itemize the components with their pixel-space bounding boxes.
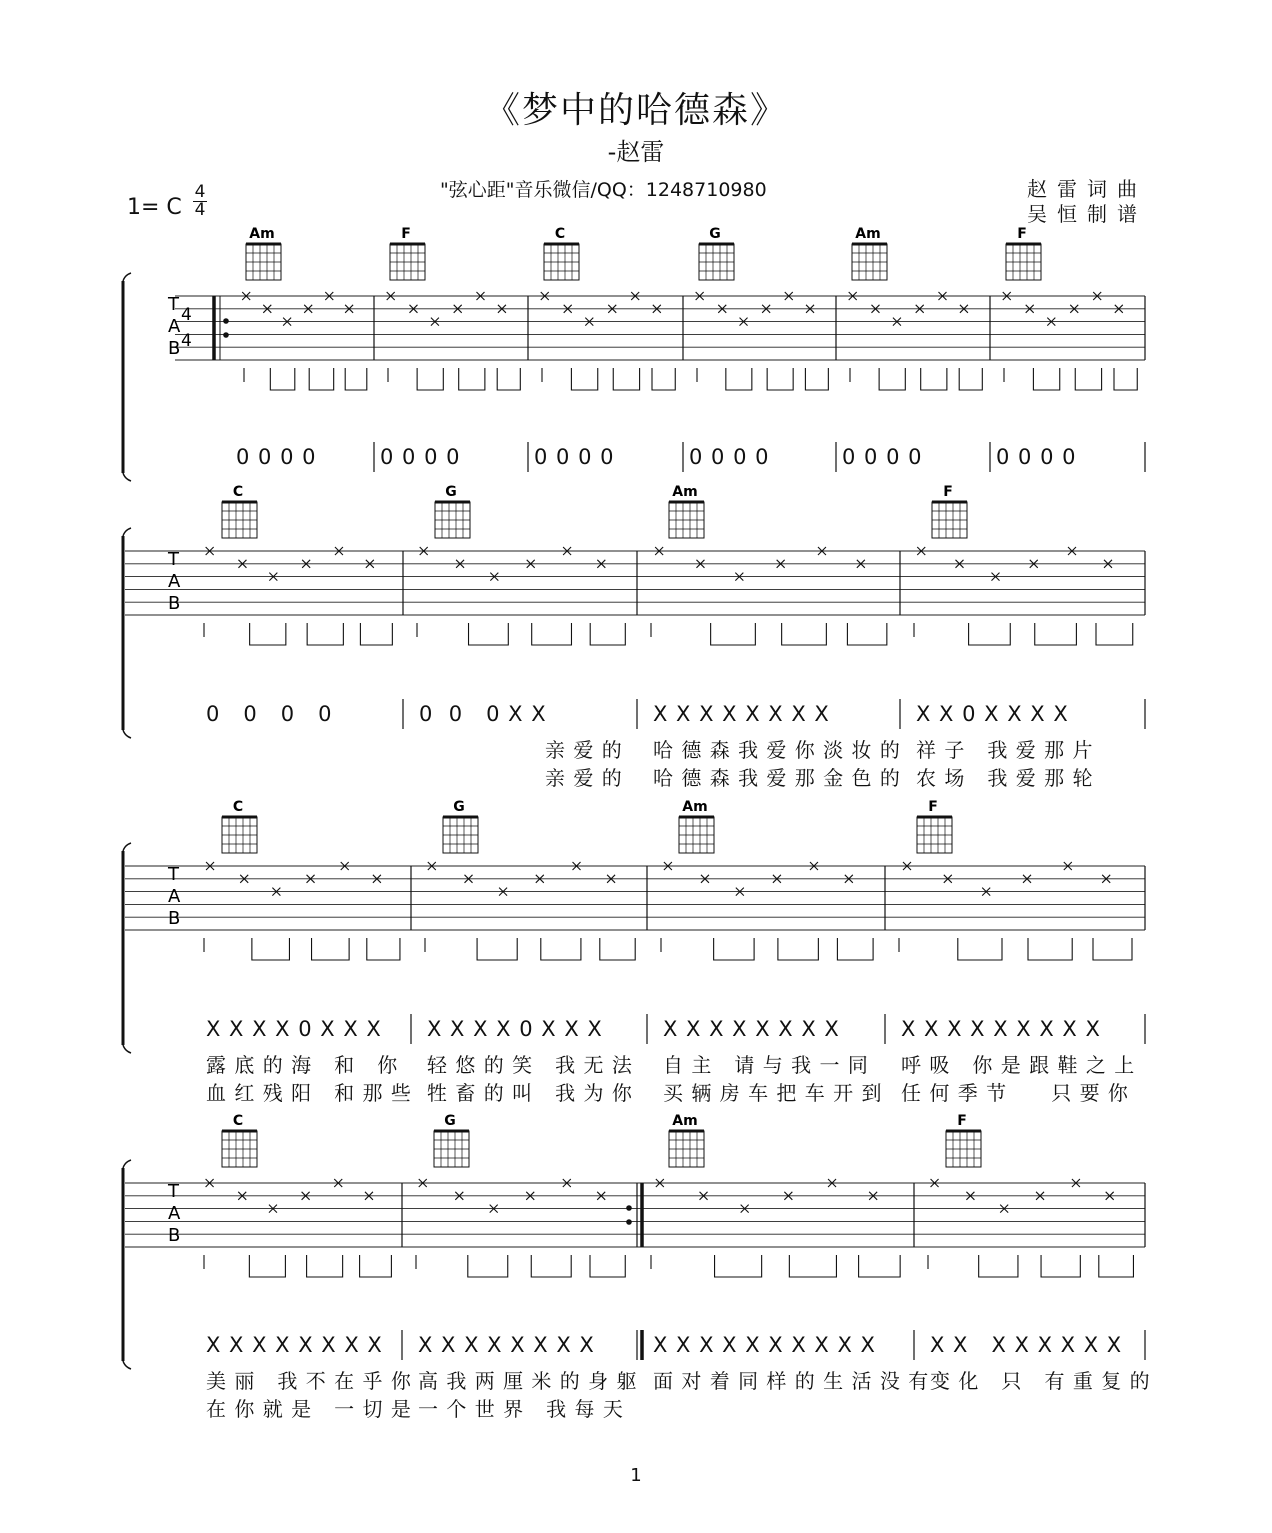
chord-name: Am: [672, 484, 698, 500]
tab-clef-letter: A: [168, 571, 181, 592]
chord-name: Am: [672, 1113, 698, 1129]
rhythm-notation: X X X X X X X X X: [901, 1017, 1101, 1041]
rhythm-notation: 0 0 0 X X: [419, 702, 547, 726]
beamed-pair: [312, 938, 350, 960]
chord-diagram: [435, 484, 470, 538]
tab-clef-letter: B: [168, 1225, 181, 1246]
beamed-pair: [715, 1255, 762, 1277]
rhythm-notation: X X 0 X X X X: [916, 702, 1069, 726]
tab-clef-letter: T: [168, 294, 179, 315]
lyric-line: 哈 德 森 我 爱 你 淡 妆 的: [653, 738, 901, 762]
rhythm-notation: 0 0 0 0: [689, 445, 770, 469]
tab-clef-letter: A: [168, 316, 181, 337]
beamed-pair: [270, 368, 294, 390]
chord-name: Am: [855, 226, 881, 242]
beamed-pair: [360, 623, 392, 645]
chord-diagram: [669, 484, 704, 538]
tab-clef-letter: B: [168, 338, 181, 359]
chord-diagram: [917, 799, 952, 853]
lyric-line: 高 我 两 厘 米 的 身 躯: [418, 1369, 638, 1393]
tab-system: [123, 799, 1145, 1053]
lyric-line: 露 底 的 海 和 你: [206, 1053, 399, 1077]
beamed-pair: [1041, 1255, 1080, 1277]
chord-name: Am: [249, 226, 275, 242]
beamed-pair: [307, 1255, 343, 1277]
chord-diagram: [699, 226, 734, 280]
rhythm-notation: X X X X X X X X: [930, 1333, 1123, 1357]
lyric-line: 买 辆 房 车 把 车 开 到: [663, 1081, 883, 1105]
beamed-pair: [468, 1255, 508, 1277]
rhythm-notation: X X X X X X X X X X: [653, 1333, 876, 1357]
tab-clef-letter: T: [168, 864, 179, 885]
beamed-pair: [1099, 1255, 1134, 1277]
contact-info: "弦心距"音乐微信/QQ：1248710980: [440, 179, 767, 201]
rhythm-notation: X X X X 0 X X X: [427, 1017, 603, 1041]
beamed-pair: [958, 938, 1002, 960]
lyric-line: 变 化 只 有 重 复 的: [930, 1369, 1151, 1393]
chord-name: F: [401, 226, 411, 242]
chord-name: G: [445, 484, 457, 500]
repeat-dot: [626, 1205, 632, 1211]
beamed-pair: [250, 623, 286, 645]
chord-name: C: [232, 799, 244, 815]
song-title: 《梦中的哈德森》: [483, 90, 788, 131]
rhythm-notation: X X X X X X X X: [418, 1333, 595, 1357]
chord-name: C: [232, 1113, 244, 1129]
chord-diagram: [434, 1113, 469, 1167]
rhythm-notation: 0 0 0 0: [236, 445, 317, 469]
beamed-pair: [805, 368, 828, 390]
credit-transcriber: 吴恒制谱: [1027, 202, 1147, 226]
beamed-pair: [590, 1255, 625, 1277]
chord-name: F: [957, 1113, 967, 1129]
song-artist: -赵雷: [607, 138, 665, 166]
beamed-pair: [714, 938, 754, 960]
chord-diagram: [246, 226, 281, 280]
beamed-pair: [1028, 938, 1072, 960]
beamed-pair: [778, 938, 818, 960]
beamed-pair: [360, 1255, 392, 1277]
beamed-pair: [1075, 368, 1101, 390]
lyric-line: 轻 悠 的 笑 我 无 法: [427, 1053, 633, 1077]
beamed-pair: [969, 623, 1011, 645]
time-signature-top: 4: [194, 182, 206, 202]
chord-name: C: [554, 226, 566, 242]
tab-clef-letter: T: [168, 1181, 179, 1202]
key-signature: 1= C: [127, 195, 182, 220]
beamed-pair: [600, 938, 635, 960]
lyric-line: 亲 爱 的: [545, 738, 623, 762]
chord-diagram: [669, 1113, 704, 1167]
chord-diagram: [932, 484, 967, 538]
beamed-pair: [571, 368, 597, 390]
lyric-line: 面 对 着 同 样 的 生 活 没 有: [653, 1369, 930, 1393]
beamed-pair: [837, 938, 873, 960]
rhythm-notation: 0 0 0 0: [206, 702, 333, 726]
tab-time-digit: 4: [181, 331, 192, 351]
chord-diagram: [679, 799, 714, 853]
beamed-pair: [252, 938, 290, 960]
lyric-line: 哈 德 森 我 爱 那 金 色 的: [653, 766, 901, 790]
lyric-line: 美 丽 我 不 在 乎 你: [206, 1369, 412, 1393]
beamed-pair: [959, 368, 982, 390]
repeat-dot: [626, 1219, 632, 1225]
beamed-pair: [613, 368, 639, 390]
beamed-pair: [782, 623, 827, 645]
rhythm-notation: 0 0 0 0: [996, 445, 1077, 469]
beamed-pair: [532, 623, 572, 645]
tab-clef-letter: B: [168, 908, 181, 929]
beamed-pair: [1114, 368, 1137, 390]
beamed-pair: [417, 368, 443, 390]
tab-system: [123, 226, 1145, 481]
beamed-pair: [469, 623, 509, 645]
beamed-pair: [979, 1255, 1018, 1277]
rhythm-notation: 0 0 0 0: [534, 445, 615, 469]
chord-diagram: [222, 484, 257, 538]
lyric-line: 任 何 季 节 只 要 你: [901, 1081, 1129, 1105]
chord-name: F: [1017, 226, 1027, 242]
beamed-pair: [497, 368, 520, 390]
lyric-line: 在 你 就 是 一 切 是: [206, 1397, 412, 1421]
chord-diagram: [390, 226, 425, 280]
chord-diagram: [946, 1113, 981, 1167]
beamed-pair: [711, 623, 756, 645]
tab-system: [123, 1113, 1145, 1369]
rhythm-notation: X X X X 0 X X X: [206, 1017, 382, 1041]
chord-name: G: [453, 799, 465, 815]
rhythm-notation: X X X X X X X X: [653, 702, 830, 726]
lyric-line: 祥 子 我 爱 那 片: [916, 738, 1094, 762]
page-number: 1: [630, 1465, 642, 1486]
chord-diagram: [852, 226, 887, 280]
chord-diagram: [544, 226, 579, 280]
beamed-pair: [1093, 938, 1132, 960]
chord-name: C: [232, 484, 244, 500]
tab-clef-letter: A: [168, 1203, 181, 1224]
lyric-line: 自 主 请 与 我 一 同: [663, 1053, 869, 1077]
chord-diagram: [222, 799, 257, 853]
beamed-pair: [345, 368, 367, 390]
tab-clef-letter: A: [168, 886, 181, 907]
tab-system: [123, 484, 1145, 738]
chord-name: F: [943, 484, 953, 500]
beamed-pair: [307, 623, 343, 645]
beamed-pair: [789, 1255, 836, 1277]
rhythm-notation: X X X X X X X X: [206, 1333, 383, 1357]
beamed-pair: [541, 938, 581, 960]
beamed-pair: [477, 938, 517, 960]
lyric-line: 呼 吸 你 是 跟 鞋 之 上: [901, 1053, 1136, 1077]
repeat-dot: [223, 318, 229, 324]
rhythm-notation: 0 0 0 0: [380, 445, 461, 469]
tab-clef-letter: B: [168, 593, 181, 614]
lyric-line: 一 个 世 界 我 每 天: [418, 1397, 624, 1421]
chord-name: G: [709, 226, 721, 242]
time-signature-bottom: 4: [194, 200, 206, 220]
beamed-pair: [652, 368, 675, 390]
beamed-pair: [249, 1255, 285, 1277]
lyric-line: 血 红 残 阳 和 那 些: [206, 1081, 412, 1105]
chord-name: F: [928, 799, 938, 815]
lyric-line: 农 场 我 爱 那 轮: [916, 766, 1094, 790]
beamed-pair: [1033, 368, 1059, 390]
chord-name: Am: [682, 799, 708, 815]
beamed-pair: [859, 1255, 901, 1277]
beamed-pair: [309, 368, 333, 390]
beamed-pair: [921, 368, 947, 390]
chord-name: G: [444, 1113, 456, 1129]
rhythm-notation: X X X X X X X X: [663, 1017, 840, 1041]
beamed-pair: [879, 368, 905, 390]
chord-diagram: [222, 1113, 257, 1167]
beamed-pair: [1096, 623, 1133, 645]
lyric-line: 牲 畜 的 叫 我 为 你: [427, 1081, 633, 1105]
beamed-pair: [459, 368, 485, 390]
rhythm-notation: 0 0 0 0: [842, 445, 923, 469]
chord-diagram: [1006, 226, 1041, 280]
beamed-pair: [847, 623, 886, 645]
credit-lyrics-music: 赵雷词曲: [1027, 177, 1147, 201]
tab-time-digit: 4: [181, 305, 192, 325]
beamed-pair: [726, 368, 752, 390]
beamed-pair: [1035, 623, 1077, 645]
beamed-pair: [367, 938, 400, 960]
chord-diagram: [443, 799, 478, 853]
beamed-pair: [590, 623, 625, 645]
lyric-line: 亲 爱 的: [545, 766, 623, 790]
repeat-dot: [223, 332, 229, 338]
beamed-pair: [531, 1255, 571, 1277]
beamed-pair: [767, 368, 793, 390]
tab-clef-letter: T: [168, 549, 179, 570]
